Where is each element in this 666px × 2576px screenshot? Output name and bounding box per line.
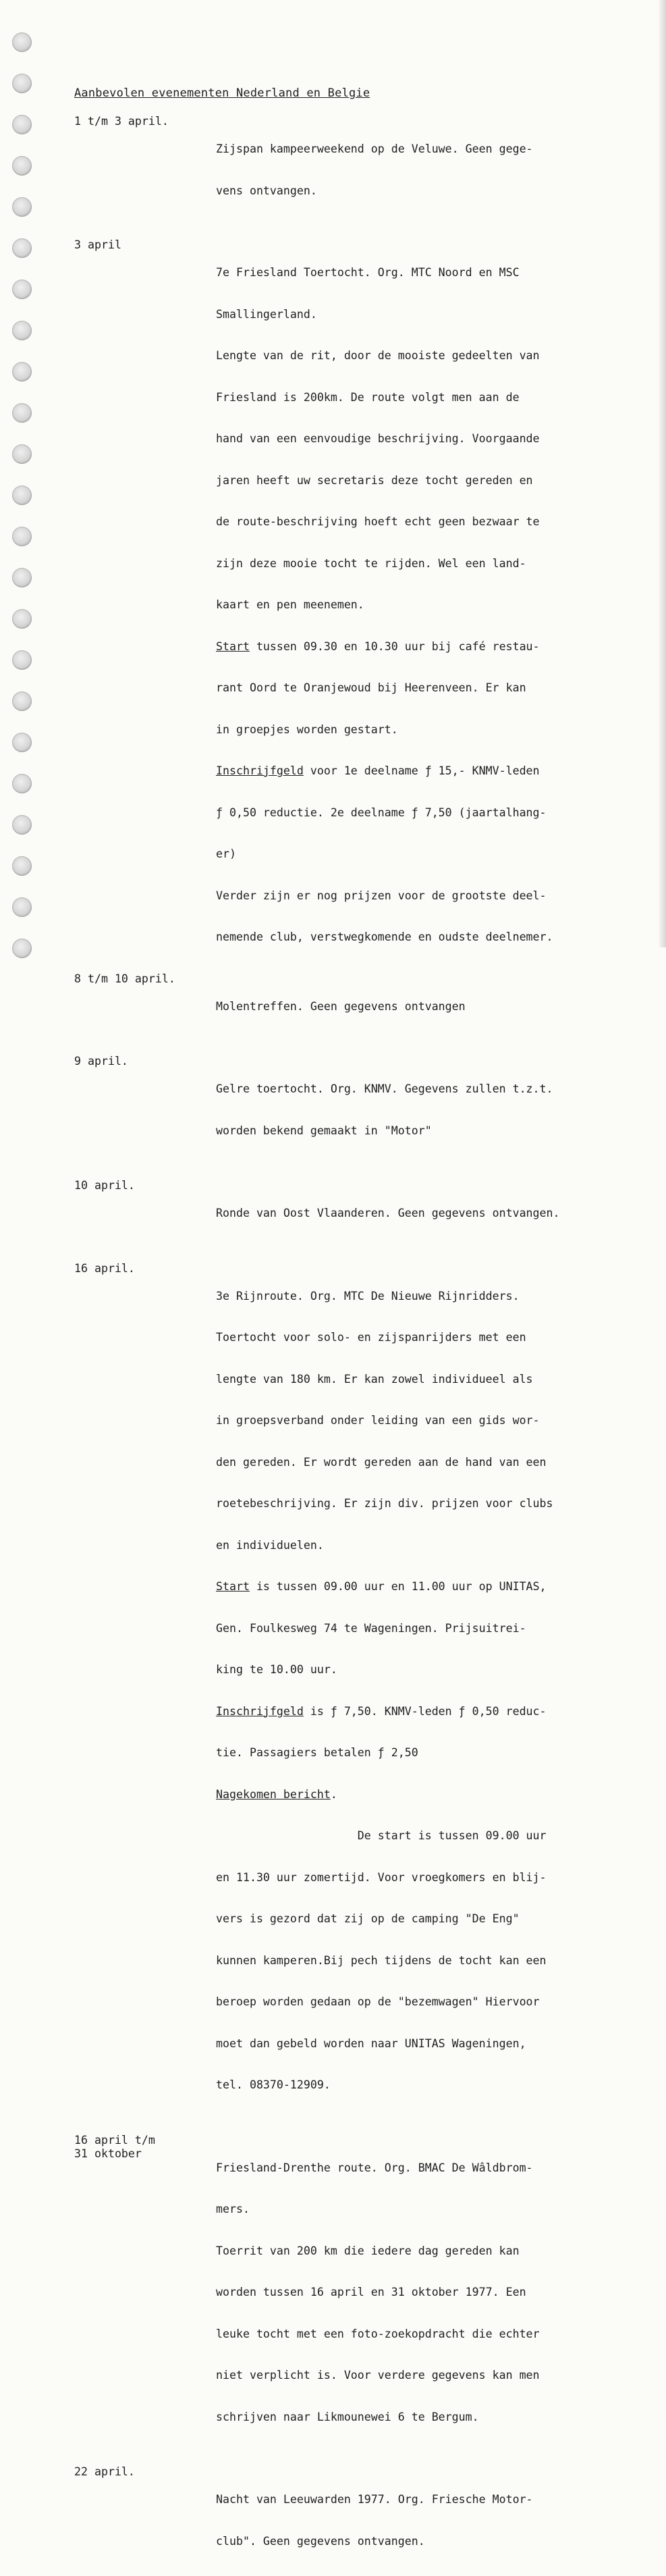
description-line: Zijspan kampeerweekend op de Veluwe. Geen gege- [216, 142, 533, 155]
start-label: Start [216, 1580, 250, 1593]
description-line: Toerrit van 200 km die iedere dag gereden kan [216, 2244, 520, 2257]
description-line: Gen. Foulkesweg 74 te Wageningen. Prijsuitrei- [216, 1621, 526, 1635]
punch-hole [12, 156, 32, 176]
page-edge-shadow [658, 0, 666, 947]
description-line: club". Geen gegevens ontvangen. [216, 2534, 425, 2548]
description-line: nemende club, verstwegkomende en oudste deelnemer. [216, 930, 553, 943]
punch-hole [12, 568, 32, 587]
description-line: ƒ 0,50 reductie. 2e deelname ƒ 7,50 (jaartalhang- [216, 806, 547, 819]
event-entry [74, 115, 648, 226]
event-date: 9 april. [74, 1055, 128, 1068]
page-heading: Aanbevolen evenementen Nederland en Belgie [74, 86, 370, 100]
description-line: worden tussen 16 april en 31 oktober 1977. Een [216, 2286, 526, 2298]
description-line: tel. 08370-12909. [216, 2078, 331, 2091]
fee-label: Inschrijfgeld [216, 764, 304, 777]
event-entry [74, 1055, 648, 1165]
punch-hole [12, 444, 32, 464]
description-line: roetebeschrijving. Er zijn div. prijzen voor clubs [216, 1497, 553, 1510]
event-entry [74, 2134, 648, 2452]
description-line: en 11.30 uur zomertijd. Voor vroegkomers en blij- [216, 1870, 547, 1884]
description-line: schrijven naar Likmounewei 6 te Bergum. [216, 2410, 479, 2423]
punch-hole [12, 238, 32, 258]
description-line: Gelre toertocht. Org. KNMV. Gegevens zullen t.z.t. [216, 1082, 553, 1095]
punch-hole [12, 609, 32, 629]
line-text: . [330, 1787, 337, 1801]
description-line: De start is tussen 09.00 uur [216, 1829, 547, 1842]
description-line: worden bekend gemaakt in "Motor" [216, 1124, 432, 1137]
event-description [216, 238, 648, 972]
event-entry [74, 1179, 648, 1248]
event-description [216, 1262, 648, 2120]
punch-hole [12, 815, 32, 835]
event-description [216, 2134, 648, 2452]
punch-hole [12, 856, 32, 876]
description-line: Molentreffen. Geen gegevens ontvangen [216, 999, 466, 1013]
punch-hole [12, 280, 32, 299]
punch-hole [12, 774, 32, 793]
event-date: 1 t/m 3 april. [74, 115, 169, 128]
description-line: Friesland is 200km. De route volgt men aan de [216, 390, 520, 404]
punch-hole [12, 650, 32, 670]
punch-hole [12, 527, 32, 546]
description-line: lengte van 180 km. Er kan zowel individueel als [216, 1372, 533, 1386]
event-date: 22 april. [74, 2465, 135, 2478]
description-line: rant Oord te Oranjewoud bij Heerenveen. Er kan [216, 681, 526, 694]
punch-hole [12, 939, 32, 958]
description-line: beroep worden gedaan op de "bezemwagen" Hiervoor [216, 1995, 540, 2008]
line-text: tussen 09.30 en 10.30 uur bij café restau- [249, 639, 540, 653]
event-description [216, 972, 648, 1042]
punch-hole [12, 733, 32, 752]
event-entry [74, 1262, 648, 2120]
event-date: 16 april t/m 31 oktober [74, 2133, 155, 2160]
description-line: er) [216, 847, 236, 860]
description-line: in groepjes worden gestart. [216, 722, 398, 736]
punch-hole [12, 115, 32, 134]
event-description [216, 1055, 648, 1165]
event-date: 10 april. [74, 1179, 135, 1192]
description-line: hand van een eenvoudige beschrijving. Voorgaande [216, 432, 540, 445]
punch-hole [12, 197, 32, 217]
description-line: zijn deze mooie tocht te rijden. Wel een land- [216, 556, 526, 570]
description-line: Toertocht voor solo- en zijspanrijders met een [216, 1331, 526, 1344]
description-line: in groepsverband onder leiding van een gids wor- [216, 1414, 540, 1427]
description-line: 7e Friesland Toertocht. Org. MTC Noord en MSC [216, 266, 520, 279]
description-line: Verder zijn er nog prijzen voor de grootste deel- [216, 889, 547, 902]
event-date: 16 april. [74, 1261, 135, 1275]
description-line: 3e Rijnroute. Org. MTC De Nieuwe Rijnridders. [216, 1289, 520, 1303]
description-line: tie. Passagiers betalen ƒ 2,50 [216, 1746, 418, 1759]
event-entry [74, 2465, 648, 2576]
event-description [216, 115, 648, 226]
description-line: den gereden. Er wordt gereden aan de hand van een [216, 1455, 547, 1469]
description-line: kaart en pen meenemen. [216, 598, 364, 611]
description-line: moet dan gebeld worden naar UNITAS Wageningen, [216, 2036, 526, 2050]
description-line: Nacht van Leeuwarden 1977. Org. Friesche Motor- [216, 2493, 533, 2506]
punch-hole [12, 321, 32, 340]
punch-hole [12, 74, 32, 93]
event-date: 8 t/m 10 april. [74, 972, 175, 985]
punch-hole [12, 897, 32, 917]
description-line: mers. [216, 2203, 250, 2215]
punch-hole [12, 362, 32, 382]
line-text: is ƒ 7,50. KNMV-leden ƒ 0,50 reduc- [303, 1704, 547, 1718]
description-line: Ronde van Oost Vlaanderen. Geen gegevens ontvangen. [216, 1207, 560, 1219]
description-line [216, 764, 648, 779]
description-line: Lengte van de rit, door de mooiste gedeelten van [216, 349, 540, 362]
description-line: leuke tocht met een foto-zoekopdracht die echter [216, 2327, 540, 2340]
binder-holes [12, 32, 32, 947]
description-line: niet verplicht is. Voor verdere gegevens kan men [216, 2369, 540, 2382]
events-list [74, 115, 648, 2576]
event-description [216, 1179, 648, 1248]
description-line [216, 640, 648, 654]
event-description [216, 2465, 648, 2576]
description-line [216, 1705, 648, 1719]
punch-hole [12, 403, 32, 423]
late-news-label: Nagekomen bericht [216, 1787, 331, 1801]
description-line: jaren heeft uw secretaris deze tocht gereden en [216, 473, 533, 487]
description-line: de route-beschrijving hoeft echt geen bezwaar te [216, 515, 540, 528]
punch-hole [12, 691, 32, 711]
punch-hole [12, 32, 32, 52]
event-date: 3 april [74, 238, 121, 251]
description-line: vers is gezord dat zij op de camping "De Eng" [216, 1912, 520, 1925]
description-line [216, 1788, 648, 1802]
event-entry [74, 238, 648, 972]
event-entry [74, 972, 648, 1042]
description-line: vens ontvangen. [216, 184, 317, 197]
description-line: Friesland-Drenthe route. Org. BMAC De Wâldbrom- [216, 2161, 533, 2174]
description-line [216, 1580, 648, 1594]
fee-label: Inschrijfgeld [216, 1704, 304, 1718]
line-text: voor 1e deelname ƒ 15,- KNMV-leden [303, 764, 540, 777]
start-label: Start [216, 639, 250, 653]
description-line: Smallingerland. [216, 307, 317, 321]
punch-hole [12, 485, 32, 505]
description-line: king te 10.00 uur. [216, 1663, 337, 1676]
description-line: kunnen kamperen.Bij pech tijdens de tocht kan een [216, 1953, 547, 1967]
description-line: en individuelen. [216, 1538, 324, 1552]
line-text: is tussen 09.00 uur en 11.00 uur op UNITAS, [249, 1580, 547, 1593]
